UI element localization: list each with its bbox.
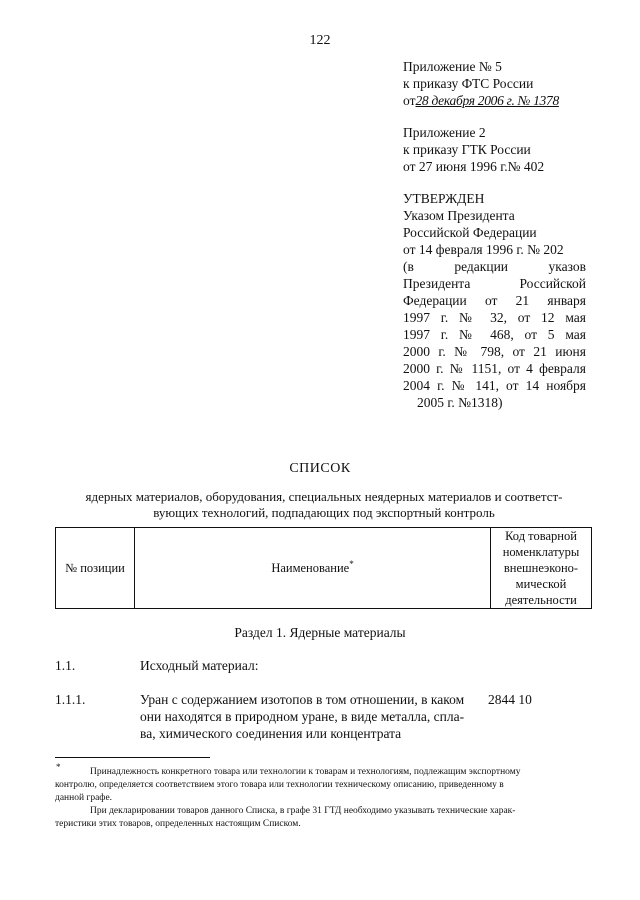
item-number: 1.1.1. [55,692,86,707]
header-code-line: внешнеэконо- [503,561,579,575]
approved-decree-date: от 14 февраля 1996 г. № 202 [403,242,564,257]
appendix-5-block [403,58,559,109]
edition-line: 2000 г. № 798, от 21 июня [403,344,586,359]
footnote-line: теристики этих товаров, определенных настоящим Списком. [55,819,301,829]
handwritten-date: 28 декабря 2006 г. № 1378 [415,93,559,108]
edition-line: 1997 г. № 468, от 5 мая [403,327,586,342]
item-number: 1.1. [55,658,76,673]
footnote-divider [55,757,210,758]
appendix-2-block [403,124,544,175]
appendix-5-title: Приложение № 5 [403,59,502,74]
footnote-paragraph [55,766,592,805]
list-header-table [55,527,592,609]
footnote-line: При декларировании товаров данного Списка, в графе 31 ГТД необходимо указывать технические харак- [90,806,516,816]
item-code: 2844 10 [488,692,532,707]
edition-line-last: 2005 г. №1318) [417,395,503,410]
header-code-line: деятельности [505,593,577,607]
list-title: СПИСОК [289,461,351,476]
approved-federation: Российской Федерации [403,225,537,240]
footnote-line: данной графе. [55,793,113,803]
edition-line: 2000 г. № 1151, от 4 февраля [403,361,586,376]
item-text [140,691,490,742]
list-subtitle [50,489,598,521]
page-number: 122 [309,33,331,48]
item-text: Исходный материал: [140,658,259,673]
header-name: Наименование* [135,528,491,609]
header-code-line: Код товарной [505,529,577,543]
header-code-line: номенклатуры [502,545,580,559]
edition-line: 1997 г. № 32, от 12 мая [403,310,586,325]
edition-line: (в редакции указов [403,259,586,274]
footnote-line: контролю, определяется соответствием этого товара или технологии техническому описанию, приведенному в [55,780,504,790]
footnote-mark: * [349,559,354,570]
appendix-2-title: Приложение 2 [403,125,486,140]
item-text-line: ва, химического соединения или концентрата [140,726,402,741]
edition-line: Президента Российской [403,276,586,291]
header-code-line: мической [515,577,567,591]
section-title: Раздел 1. Ядерные материалы [234,625,406,640]
list-subtitle-line: вующих технологий, подпадающих под экспортный контроль [153,505,495,520]
approved-title: УТВЕРЖДЕН [403,191,485,206]
footnote-paragraph [55,805,592,831]
item-text-line: они находятся в природном уране, в виде металла, спла- [140,709,465,724]
header-code [491,528,592,609]
appendix-5-order: к приказу ФТС России [403,76,534,91]
approved-block [403,190,586,411]
header-position-number: № позиции [56,528,135,609]
approved-decree: Указом Президента [403,208,515,223]
edition-line: 2004 г. № 141, от 14 ноября [403,378,586,393]
item-text-line: Уран с содержанием изотопов в том отношении, в каком [140,692,465,707]
list-subtitle-line: ядерных материалов, оборудования, специальных неядерных материалов и соответст- [85,489,563,504]
footnote-mark: * [56,762,61,772]
footnote-line: Принадлежность конкретного товара или технологии к товарам и технологиям, подлежащим экспортному [90,767,521,777]
appendix-5-date: от28 декабря 2006 г. № 1378 [403,93,559,108]
appendix-2-date: от 27 июня 1996 г.№ 402 [403,159,545,174]
edition-line: Федерации от 21 января [403,293,586,308]
appendix-2-order: к приказу ГТК России [403,142,531,157]
